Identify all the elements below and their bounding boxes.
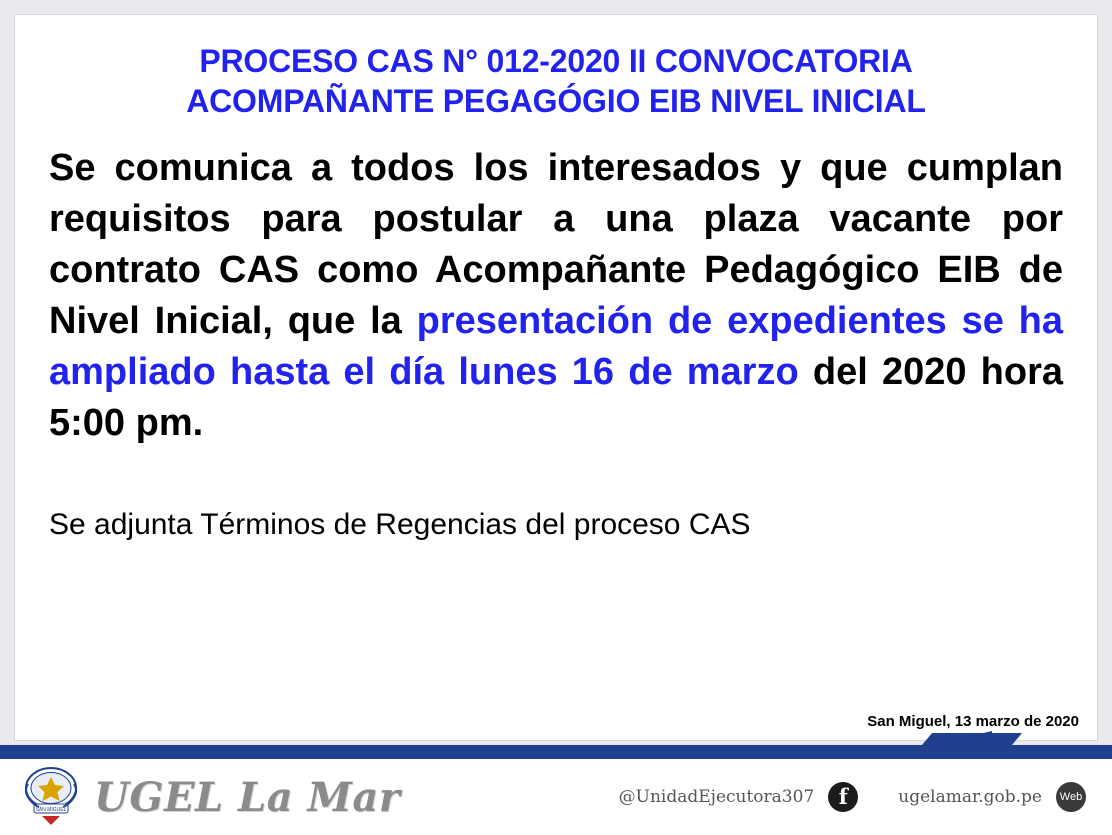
- social-handle-label: @UnidadEjecutora307: [618, 787, 815, 807]
- paragraph-part-1: Se comunica a todos los interesados y que cumplan requisitos para postular a una plaza vacante por contrato CAS como Acompañante Pedagógico EIB de Nivel Inicial, que la: [49, 147, 1063, 342]
- footer-stripe: [0, 745, 1112, 759]
- page-title-line-1: PROCESO CAS N° 012-2020 II CONVOCATORIA: [199, 43, 913, 79]
- secondary-paragraph: Se adjunta Términos de Regencias del proceso CAS: [49, 508, 751, 541]
- svg-text:SAN MIGUEL: SAN MIGUEL: [35, 807, 67, 813]
- institution-name: UGEL La Mar: [94, 773, 401, 821]
- page-title-line-2: ACOMPAÑANTE PEGAGÓGIO EIB NIVEL INICIAL: [186, 83, 926, 119]
- footer-band: [0, 745, 1112, 835]
- website-label: ugelamar.gob.pe: [898, 787, 1042, 807]
- footer-content: [0, 759, 1112, 835]
- footer-social-group: [619, 782, 1086, 812]
- main-paragraph: [49, 143, 1063, 449]
- title-block: [15, 15, 1097, 125]
- body-block: [15, 125, 1097, 545]
- web-icon[interactable]: Web: [1056, 782, 1086, 812]
- facebook-icon[interactable]: f: [828, 782, 858, 812]
- ugel-crest-icon: [22, 764, 80, 830]
- paragraph-highlight: presentación de expedientes se ha ampliado hasta el día lunes 16 de marzo: [49, 300, 1063, 393]
- content-card: [14, 14, 1098, 741]
- footer-notch-shape: [922, 733, 1022, 745]
- paragraph-part-2: del 2020 hora 5:00 pm.: [49, 351, 1063, 444]
- date-line: San Miguel, 13 marzo de 2020: [867, 713, 1079, 730]
